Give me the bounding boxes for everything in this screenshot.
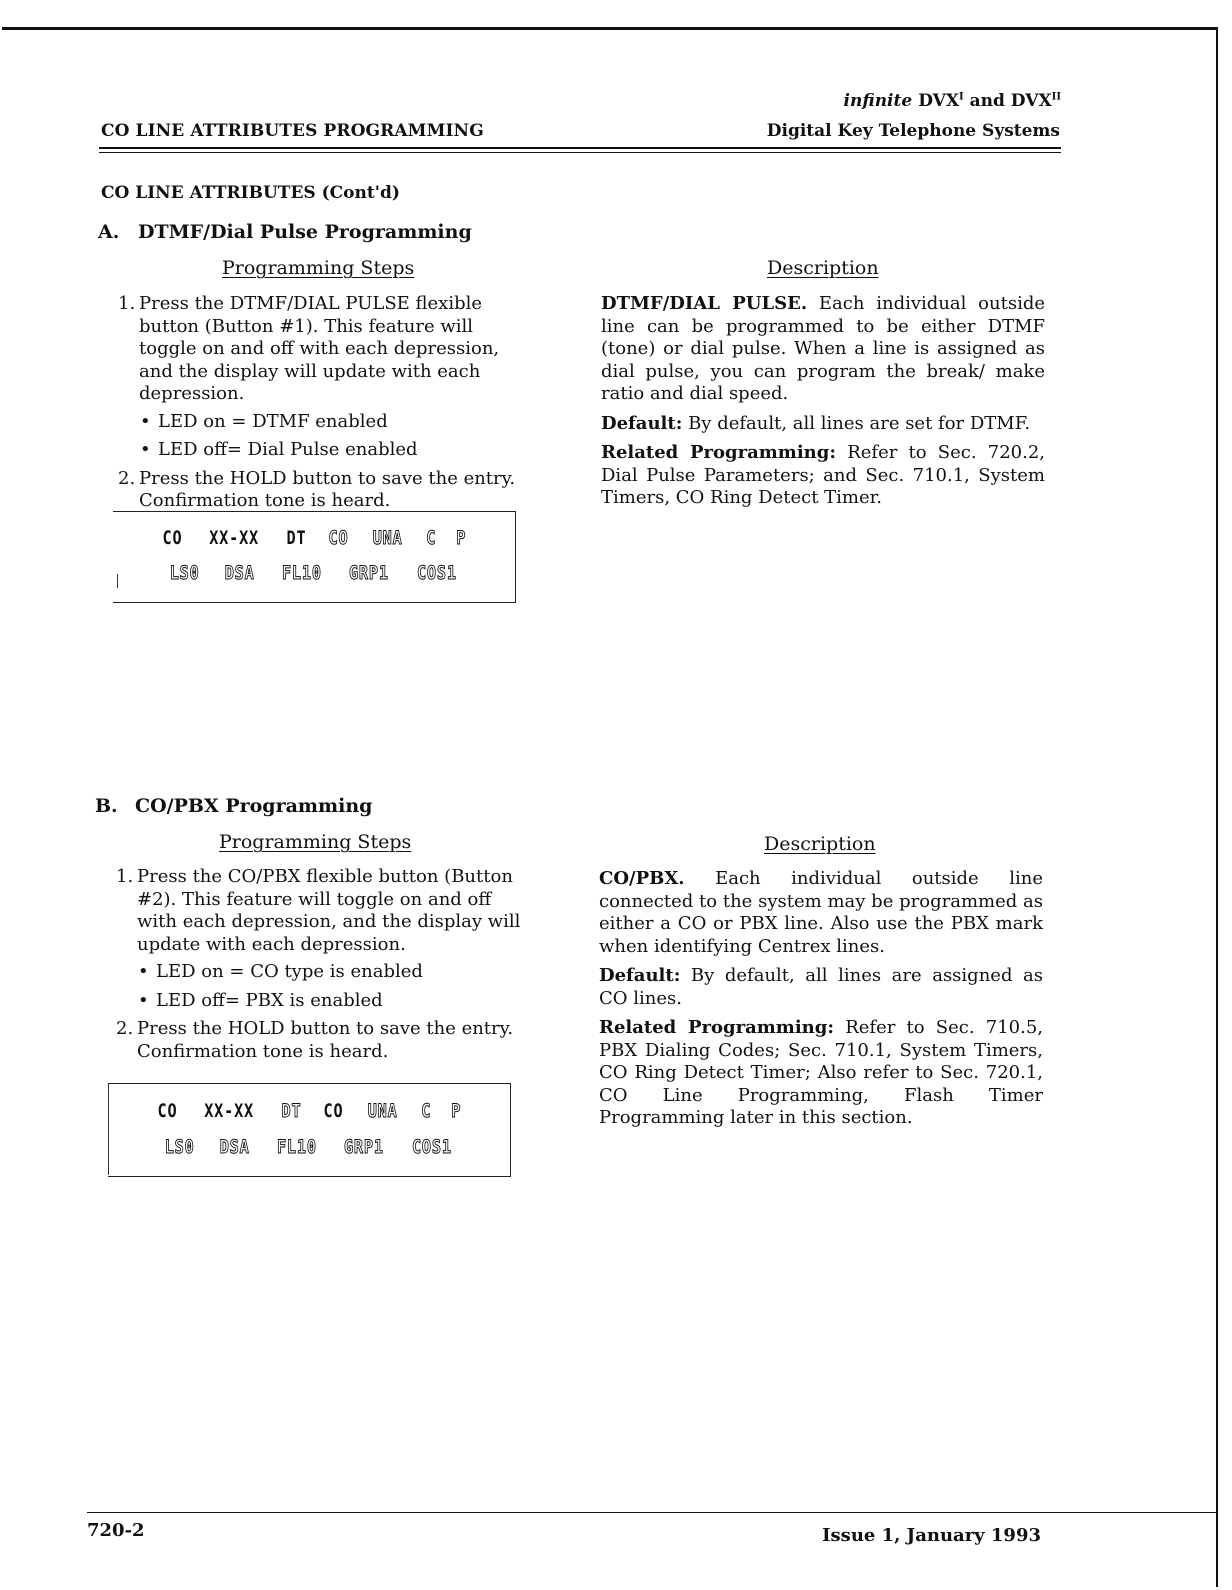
desc-para: [601, 293, 1045, 406]
lcd-row-2: [113, 562, 515, 584]
lcd-row-1: [108, 1100, 510, 1122]
section-a-bullet1: [118, 411, 534, 434]
header-rule: [99, 147, 1061, 149]
section-b-letter: B.: [95, 795, 118, 817]
bullet-text: LED on = CO type is enabled: [156, 961, 423, 982]
header-sup2: II: [1051, 91, 1061, 103]
section-b-lcd-display: [108, 1083, 511, 1177]
section-a-title: [98, 221, 472, 243]
step-number: 2.: [118, 467, 136, 489]
section-a-heading: DTMF/Dial Pulse Programming: [138, 221, 472, 243]
lcd-field: DT: [281, 1100, 301, 1122]
lcd-field: CO: [328, 527, 349, 549]
header-section-title: CO LINE ATTRIBUTES PROGRAMMING: [101, 121, 484, 141]
section-b-steps-heading: Programming Steps: [219, 831, 412, 853]
step-text: Press the DTMF/DIAL PULSE flexible button (Button #1). This feature will toggle on and off with each depression, and the display will update with each depression.: [139, 293, 500, 404]
lcd-field: COS1: [417, 562, 457, 584]
step-number: 2.: [116, 1018, 134, 1039]
section-b-heading: CO/PBX Programming: [135, 795, 373, 817]
step-number: 1.: [116, 866, 134, 887]
lcd-field: GRP1: [349, 562, 390, 584]
bullet-dot-icon: •: [138, 961, 149, 982]
header-and-dvx: and DVX: [969, 91, 1052, 111]
section-b-steps: [116, 866, 532, 1063]
lcd-field: CO: [157, 1100, 178, 1122]
step-text: Press the HOLD button to save the entry. Confirmation tone is heard.: [137, 1018, 514, 1062]
lcd-field: UNA: [368, 1100, 398, 1122]
desc-bold: Default:: [601, 412, 683, 434]
desc-para: [599, 965, 1043, 1010]
lcd-field: P: [456, 527, 467, 549]
lcd-field: LS0: [164, 1136, 195, 1158]
desc-text: Refer to Sec. 710.5, PBX Dialing Codes; Sec. 710.1, System Timers, CO Ring Detect Timer; Also refer to Sec. 720.1, CO Line Programming, Flash Timer Programming later in this section.: [599, 1017, 1043, 1128]
desc-text: Each individual outside line can be programmed to be either DTMF (tone) or dial pulse. When a line is assigned as dial pulse, you can program the break/ make ratio and dial speed.: [601, 293, 1046, 404]
lcd-field: FL10: [276, 1136, 317, 1158]
desc-text: Each individual outside line connected to the system may be programmed as either a CO or PBX line. Also use the PBX mark when identifying Centrex lines.: [599, 868, 1043, 957]
desc-bold: Default:: [599, 965, 681, 986]
lcd-field: P: [451, 1100, 462, 1122]
section-b-desc-heading: Description: [764, 833, 876, 855]
header-rule-thin: [99, 152, 1061, 153]
desc-para: [601, 442, 1045, 510]
section-a-bullet2: [118, 439, 534, 462]
section-a-step1: [118, 293, 534, 406]
desc-text: By default, all lines are assigned as CO lines.: [599, 965, 1043, 1009]
section-b-bullet2: [116, 990, 532, 1013]
desc-text: Refer to Sec. 720.2, Dial Pulse Parameters; and Sec. 710.1, System Timers, CO Ring Detect Timer.: [601, 442, 1045, 508]
header-dvx1: DVX: [918, 91, 960, 111]
desc-bold: Related Programming:: [599, 1017, 835, 1038]
bullet-dot-icon: •: [140, 410, 151, 432]
lcd-edge-mark: [117, 574, 118, 588]
footer-issue: Issue 1, January 1993: [822, 1525, 1041, 1546]
lcd-field: DT: [286, 527, 306, 549]
footer-page-number: 720-2: [87, 1520, 145, 1541]
header-system: Digital Key Telephone Systems: [766, 121, 1060, 141]
header-sup1: I: [959, 91, 964, 103]
lcd-field: C: [420, 1100, 431, 1122]
bullet-text: LED off= PBX is enabled: [156, 989, 383, 1011]
section-b-step1: [116, 866, 532, 956]
bullet-dot-icon: •: [138, 989, 149, 1011]
bullet-dot-icon: •: [140, 439, 151, 460]
desc-bold: CO/PBX.: [599, 868, 685, 889]
desc-bold: Related Programming:: [601, 442, 837, 463]
lcd-field: CO: [323, 1100, 344, 1122]
lcd-field: GRP1: [344, 1136, 385, 1158]
section-a-step2: [118, 468, 534, 513]
lcd-field: LS0: [169, 562, 200, 584]
lcd-field: DSA: [220, 1136, 250, 1158]
footer-rule: [87, 1512, 1217, 1513]
lcd-field: UNA: [373, 527, 403, 549]
header-infinite: infinite: [843, 91, 913, 111]
desc-para: [599, 868, 1043, 958]
desc-para: [601, 413, 1045, 436]
lcd-field: DSA: [225, 562, 255, 584]
lcd-field: FL10: [281, 562, 322, 584]
section-a-lcd-display: [113, 511, 516, 603]
section-a-description: [601, 293, 1045, 517]
section-continued-title: CO LINE ATTRIBUTES (Cont'd): [101, 183, 400, 203]
section-b-title: [95, 795, 372, 817]
lcd-row-1: [113, 527, 515, 549]
desc-para: [599, 1017, 1043, 1130]
bullet-text: LED off= Dial Pulse enabled: [158, 439, 418, 460]
desc-bold: DTMF/DIAL PULSE.: [601, 293, 808, 314]
lcd-field: XX-XX: [209, 527, 260, 549]
section-a-desc-heading: Description: [767, 257, 879, 279]
header-product: [844, 91, 1061, 111]
bullet-text: LED on = DTMF enabled: [158, 410, 388, 432]
section-b-bullet1: [116, 961, 532, 984]
step-number: 1.: [118, 293, 136, 314]
section-b-description: [599, 868, 1043, 1137]
section-a-letter: A.: [98, 221, 120, 243]
lcd-field: COS1: [412, 1136, 452, 1158]
desc-text: By default, all lines are set for DTMF.: [682, 412, 1031, 434]
lcd-edge-mark: [108, 1083, 109, 1175]
lcd-row-2: [108, 1136, 510, 1158]
section-b-step2: [116, 1018, 532, 1063]
section-a-steps: [118, 293, 534, 513]
lcd-field: XX-XX: [204, 1100, 255, 1122]
lcd-field: CO: [162, 527, 183, 549]
step-text: Press the CO/PBX flexible button (Button #2). This feature will toggle on and off with each depression, and the display will update with each depression.: [137, 866, 521, 955]
step-text: Press the HOLD button to save the entry. Confirmation tone is heard.: [139, 467, 516, 511]
lcd-field: C: [425, 527, 436, 549]
section-a-steps-heading: Programming Steps: [222, 257, 415, 279]
